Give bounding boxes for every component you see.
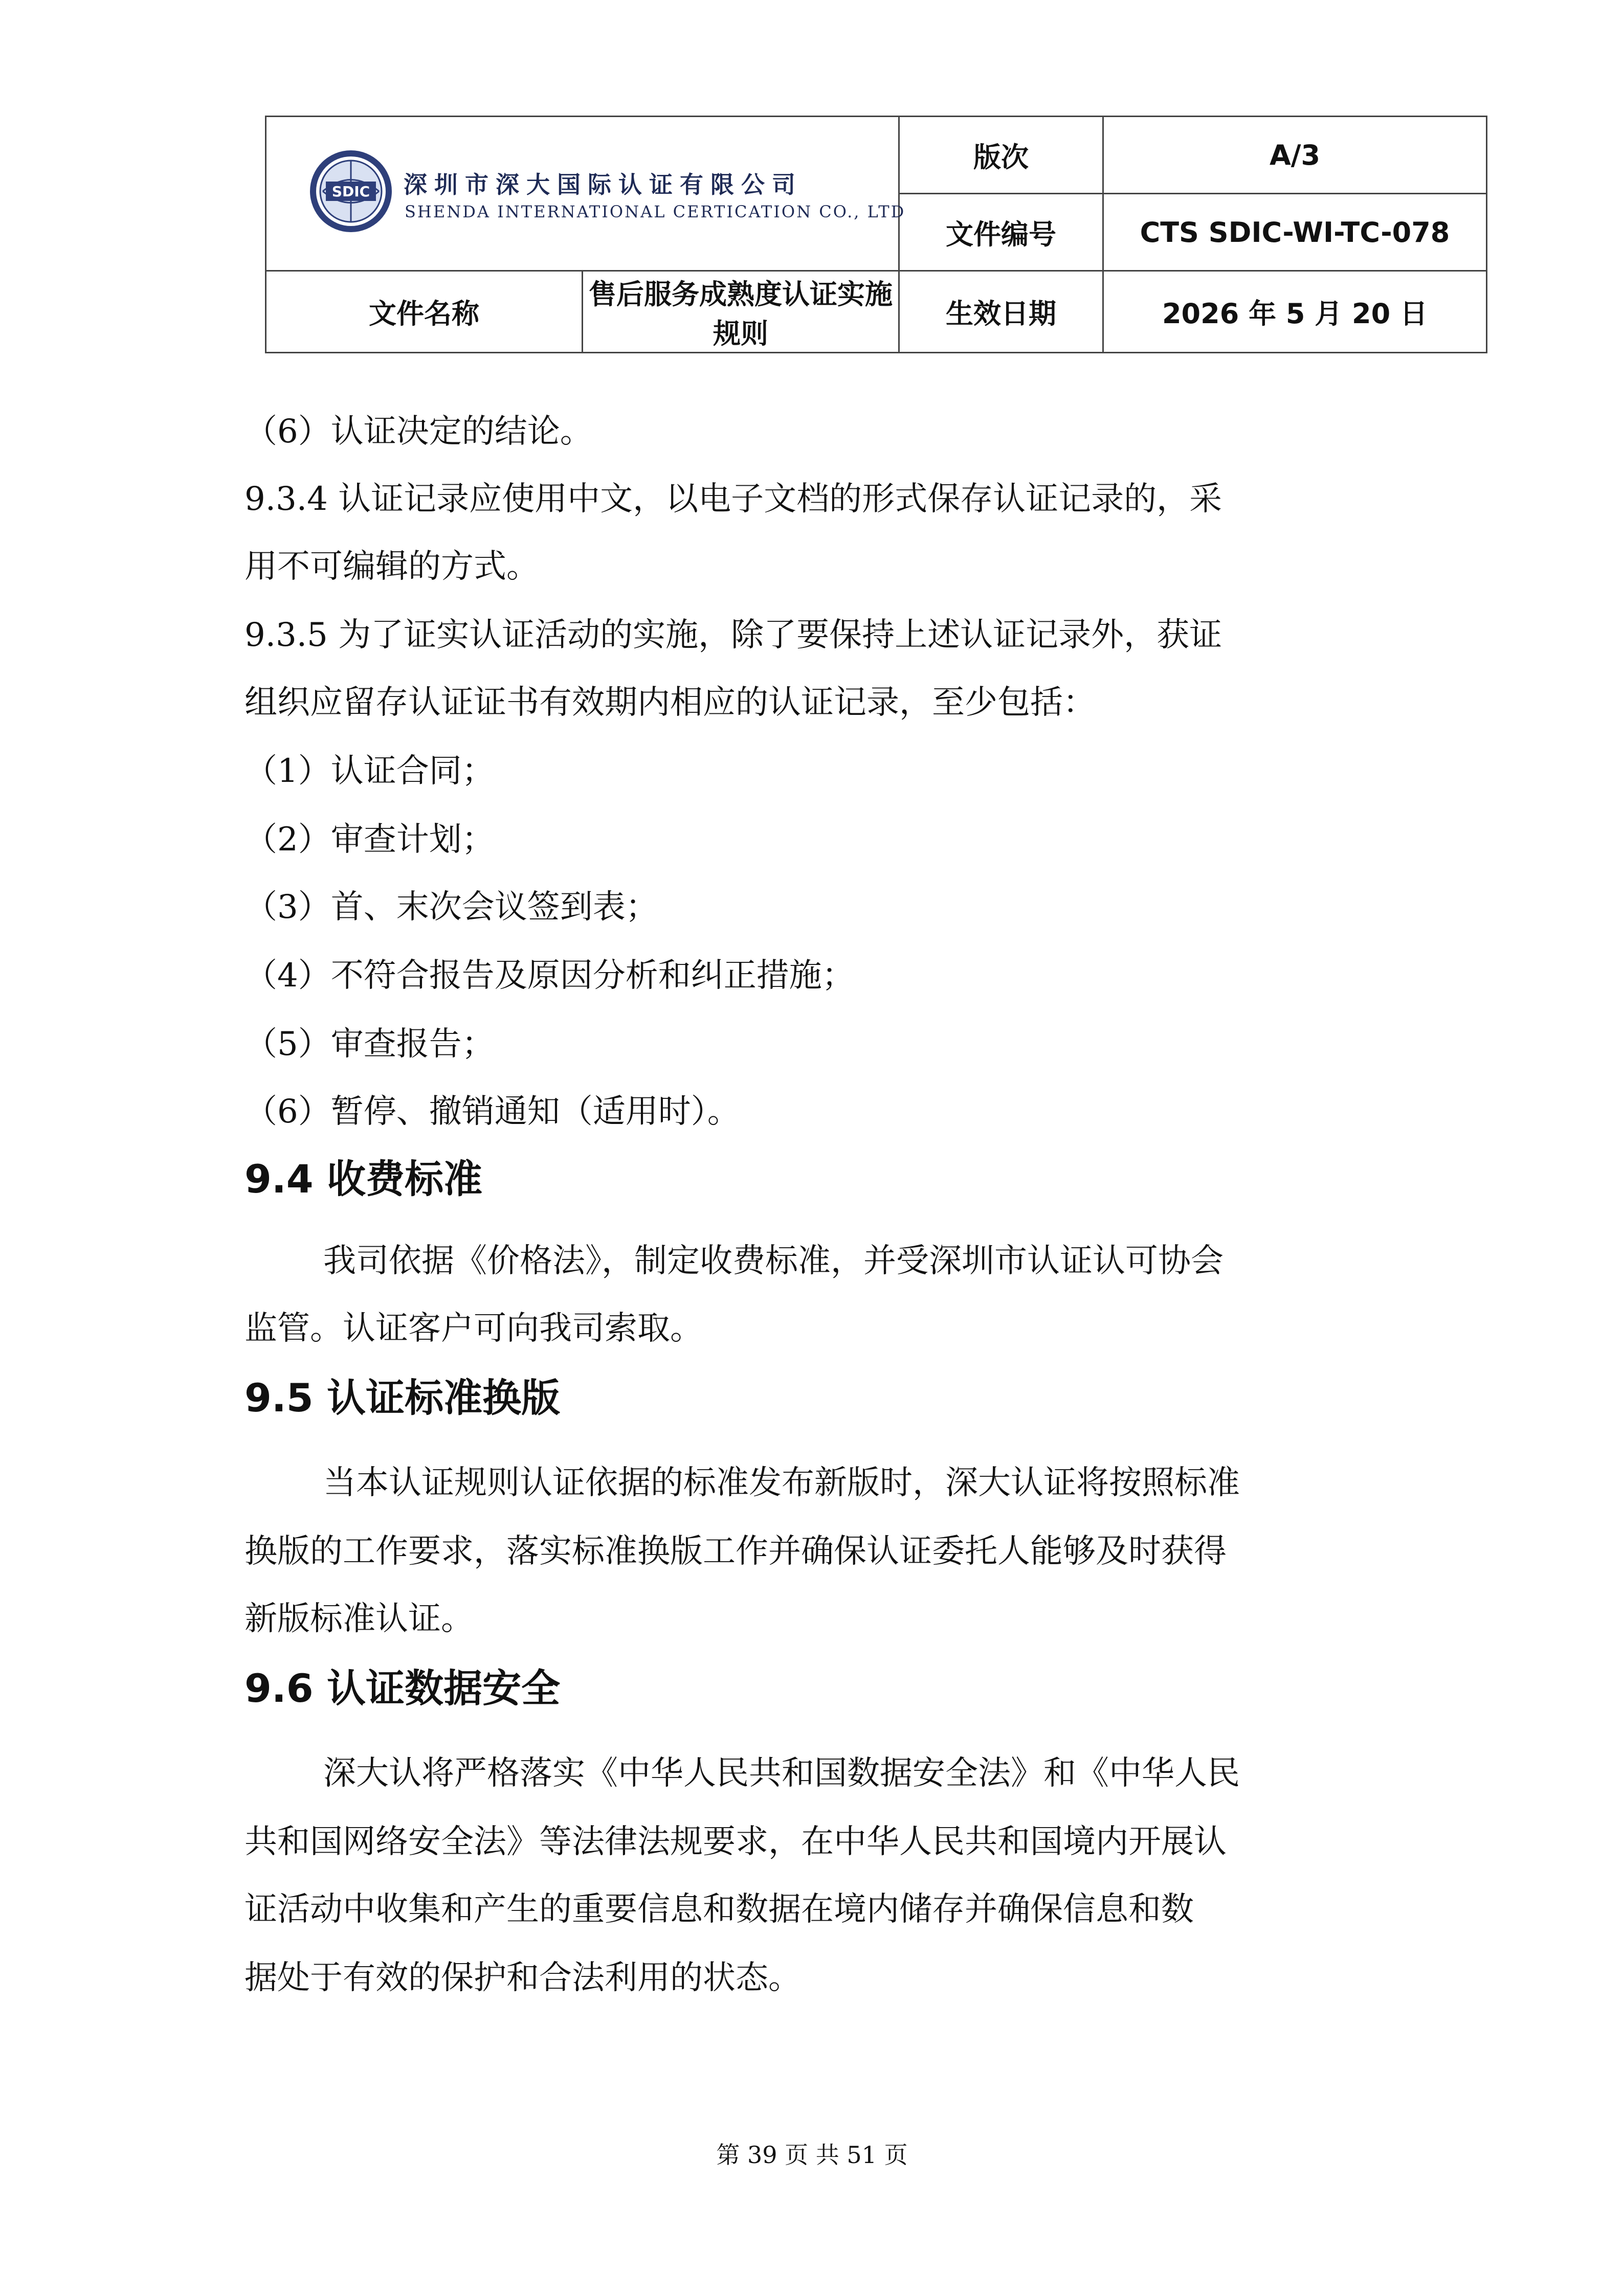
paragraph-line: 换版的工作要求，落实标准换版工作并确保认证委托人能够及时获得	[244, 1533, 1227, 1570]
list-item: （2）审查计划；	[244, 821, 495, 859]
doc-number-label: 文件编号	[899, 194, 1103, 271]
doc-number-value: CTS SDIC-WI-TC-078	[1103, 194, 1487, 271]
logo-text: SDIC	[331, 183, 370, 200]
list-item: （3）首、末次会议签到表；	[244, 888, 658, 926]
paragraph-line: 我司依据《价格法》，制定收费标准，并受深圳市认证认可协会	[323, 1242, 1223, 1280]
document-header-table	[265, 116, 1487, 353]
list-item: （5）审查报告；	[244, 1025, 495, 1063]
body-line: 9.3.4 认证记录应使用中文，以电子文档的形式保存认证记录的，采	[244, 480, 1222, 518]
paragraph-line: 共和国网络安全法》等法律法规要求，在中华人民共和国境内开展认	[244, 1823, 1227, 1861]
body-line: 9.3.5 为了证实认证活动的实施，除了要保持上述认证记录外，获证	[244, 616, 1222, 654]
paragraph-line: 监管。认证客户可向我司索取。	[244, 1310, 703, 1347]
paragraph-line: 新版标准认证。	[244, 1600, 474, 1638]
paragraph-line: 当本认证规则认证依据的标准发布新版时，深大认证将按照标准	[323, 1464, 1240, 1502]
list-item: （4）不符合报告及原因分析和纠正措施；	[244, 957, 855, 995]
body-line: 组织应留存认证证书有效期内相应的认证记录，至少包括：	[244, 684, 1096, 722]
effective-date-value: 2026 年 5 月 20 日	[1103, 271, 1487, 353]
company-logo	[307, 148, 394, 237]
version-label: 版次	[899, 117, 1103, 194]
paragraph-line: 据处于有效的保护和合法利用的状态。	[244, 1959, 801, 1997]
company-seal-icon	[307, 148, 394, 235]
list-item: （1）认证合同；	[244, 752, 495, 790]
section-heading-9-5: 9.5 认证标准换版	[244, 1375, 561, 1421]
company-name-en: SHENDA INTERNATIONAL CERTICATION CO., LTD	[405, 202, 906, 221]
body-line: 用不可编辑的方式。	[244, 548, 539, 586]
version-value: A/3	[1103, 117, 1487, 194]
effective-date-label: 生效日期	[899, 271, 1103, 353]
paragraph-line: 深大认将严格落实《中华人民共和国数据安全法》和《中华人民	[323, 1754, 1240, 1792]
section-heading-9-4: 9.4 收费标准	[244, 1156, 483, 1202]
list-item: （6）暂停、撤销通知（适用时）。	[244, 1093, 740, 1131]
doc-name-value: 售后服务成熟度认证实施规则	[583, 271, 899, 353]
section-heading-9-6: 9.6 认证数据安全	[244, 1665, 561, 1711]
body-line: （6）认证决定的结论。	[244, 413, 593, 451]
page-number: 第 39 页 共 51 页	[716, 2141, 908, 2169]
company-name-cn: 深圳市深大国际认证有限公司	[404, 171, 803, 198]
company-logo-cell	[266, 117, 906, 271]
doc-name-label: 文件名称	[266, 271, 583, 353]
paragraph-line: 证活动中收集和产生的重要信息和数据在境内储存并确保信息和数	[244, 1890, 1194, 1928]
